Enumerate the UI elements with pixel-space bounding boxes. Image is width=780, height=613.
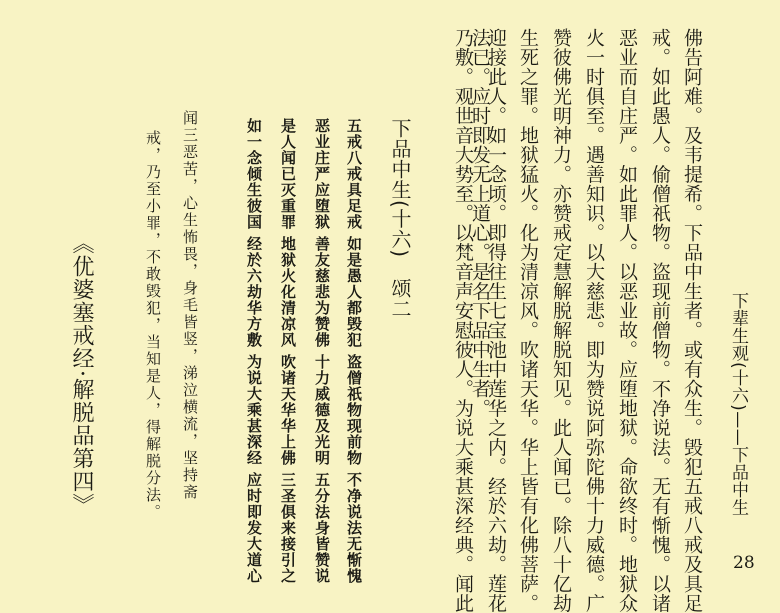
source-title: 《优婆塞戒经·解脱品第四》 (69, 232, 94, 516)
verse-phrase: 经於六劫华方敷 (245, 236, 263, 348)
verse-phrase: 盗僧祇物现前物 (345, 354, 363, 466)
sutra-line: 火一时俱至。遇善知识。以大慈悲。即为赞说阿弥陀佛十力威德。广 (583, 28, 605, 613)
verse-phrase: 地狱火化清凉风 (279, 236, 297, 348)
verse-phrase: 三圣俱来接引之 (279, 472, 297, 584)
sutra-line: 乃敷。观世音大势至。以梵音声安慰彼人。为说大乘甚深经典。闻此 (452, 28, 474, 613)
verse-phrase: 恶业庄严应堕狱 (313, 118, 331, 230)
source-line: 闻三恶苦，心生怖畏，身毛皆竖，涕泣横流，坚持斋 (181, 110, 199, 501)
sutra-line: 生死之罪。地狱猛火。化为清凉风。吹诸天华。华上皆有化佛菩萨。 (517, 28, 539, 613)
verse-phrase: 五戒八戒具足戒 (345, 118, 363, 230)
sutra-line: 佛告阿难。及韦提希。下品中生者。或有众生。毁犯五戒八戒及具足 (681, 28, 703, 613)
verse-phrase: 如一念倾生彼国 (245, 118, 263, 230)
source-line: 戒，乃至小罪，不敢毁犯，当知是人，得解脱分法。 (144, 130, 162, 521)
sutra-line: 迎接此人。如一念顷。即得往生七宝池中莲华之内。经於六劫。莲花 (485, 28, 507, 613)
running-header: 下辈生观(十六)——下品中生 (728, 292, 748, 517)
verse-phrase: 十力威德及光明 (313, 354, 331, 466)
verse-title: 下品中生(十六) 颂二 (388, 118, 412, 320)
sutra-line: 赞彼佛光明神力。亦赞戒定慧解脱解脱知见。此人闻已。除八十亿劫 (550, 28, 572, 613)
verse-phrase: 不净说法无惭愧 (345, 472, 363, 584)
page-number: 28 (733, 553, 755, 573)
verse-phrase: 五分法身皆赞说 (313, 472, 331, 584)
verse-phrase: 应时即发大道心 (245, 472, 263, 584)
sutra-line: 恶业而自庄严。如此罪人。以恶业故。应堕地狱。命欲终时。地狱众 (616, 28, 638, 613)
sutra-line: 法已。应时即发无上道心。是名下品中生者。 (469, 28, 491, 418)
verse-phrase: 善友慈悲为赞佛 (313, 236, 331, 348)
sutra-line: 戒。如此愚人。偷僧祇物。盗现前僧物。不净说法。无有惭愧。以诸 (649, 28, 671, 613)
verse-phrase: 为说大乘甚深经 (245, 354, 263, 466)
verse-phrase: 如是愚人都毁犯 (345, 236, 363, 348)
verse-phrase: 吹诸天华华上佛 (279, 354, 297, 466)
verse-phrase: 是人闻已灭重罪 (279, 118, 297, 230)
